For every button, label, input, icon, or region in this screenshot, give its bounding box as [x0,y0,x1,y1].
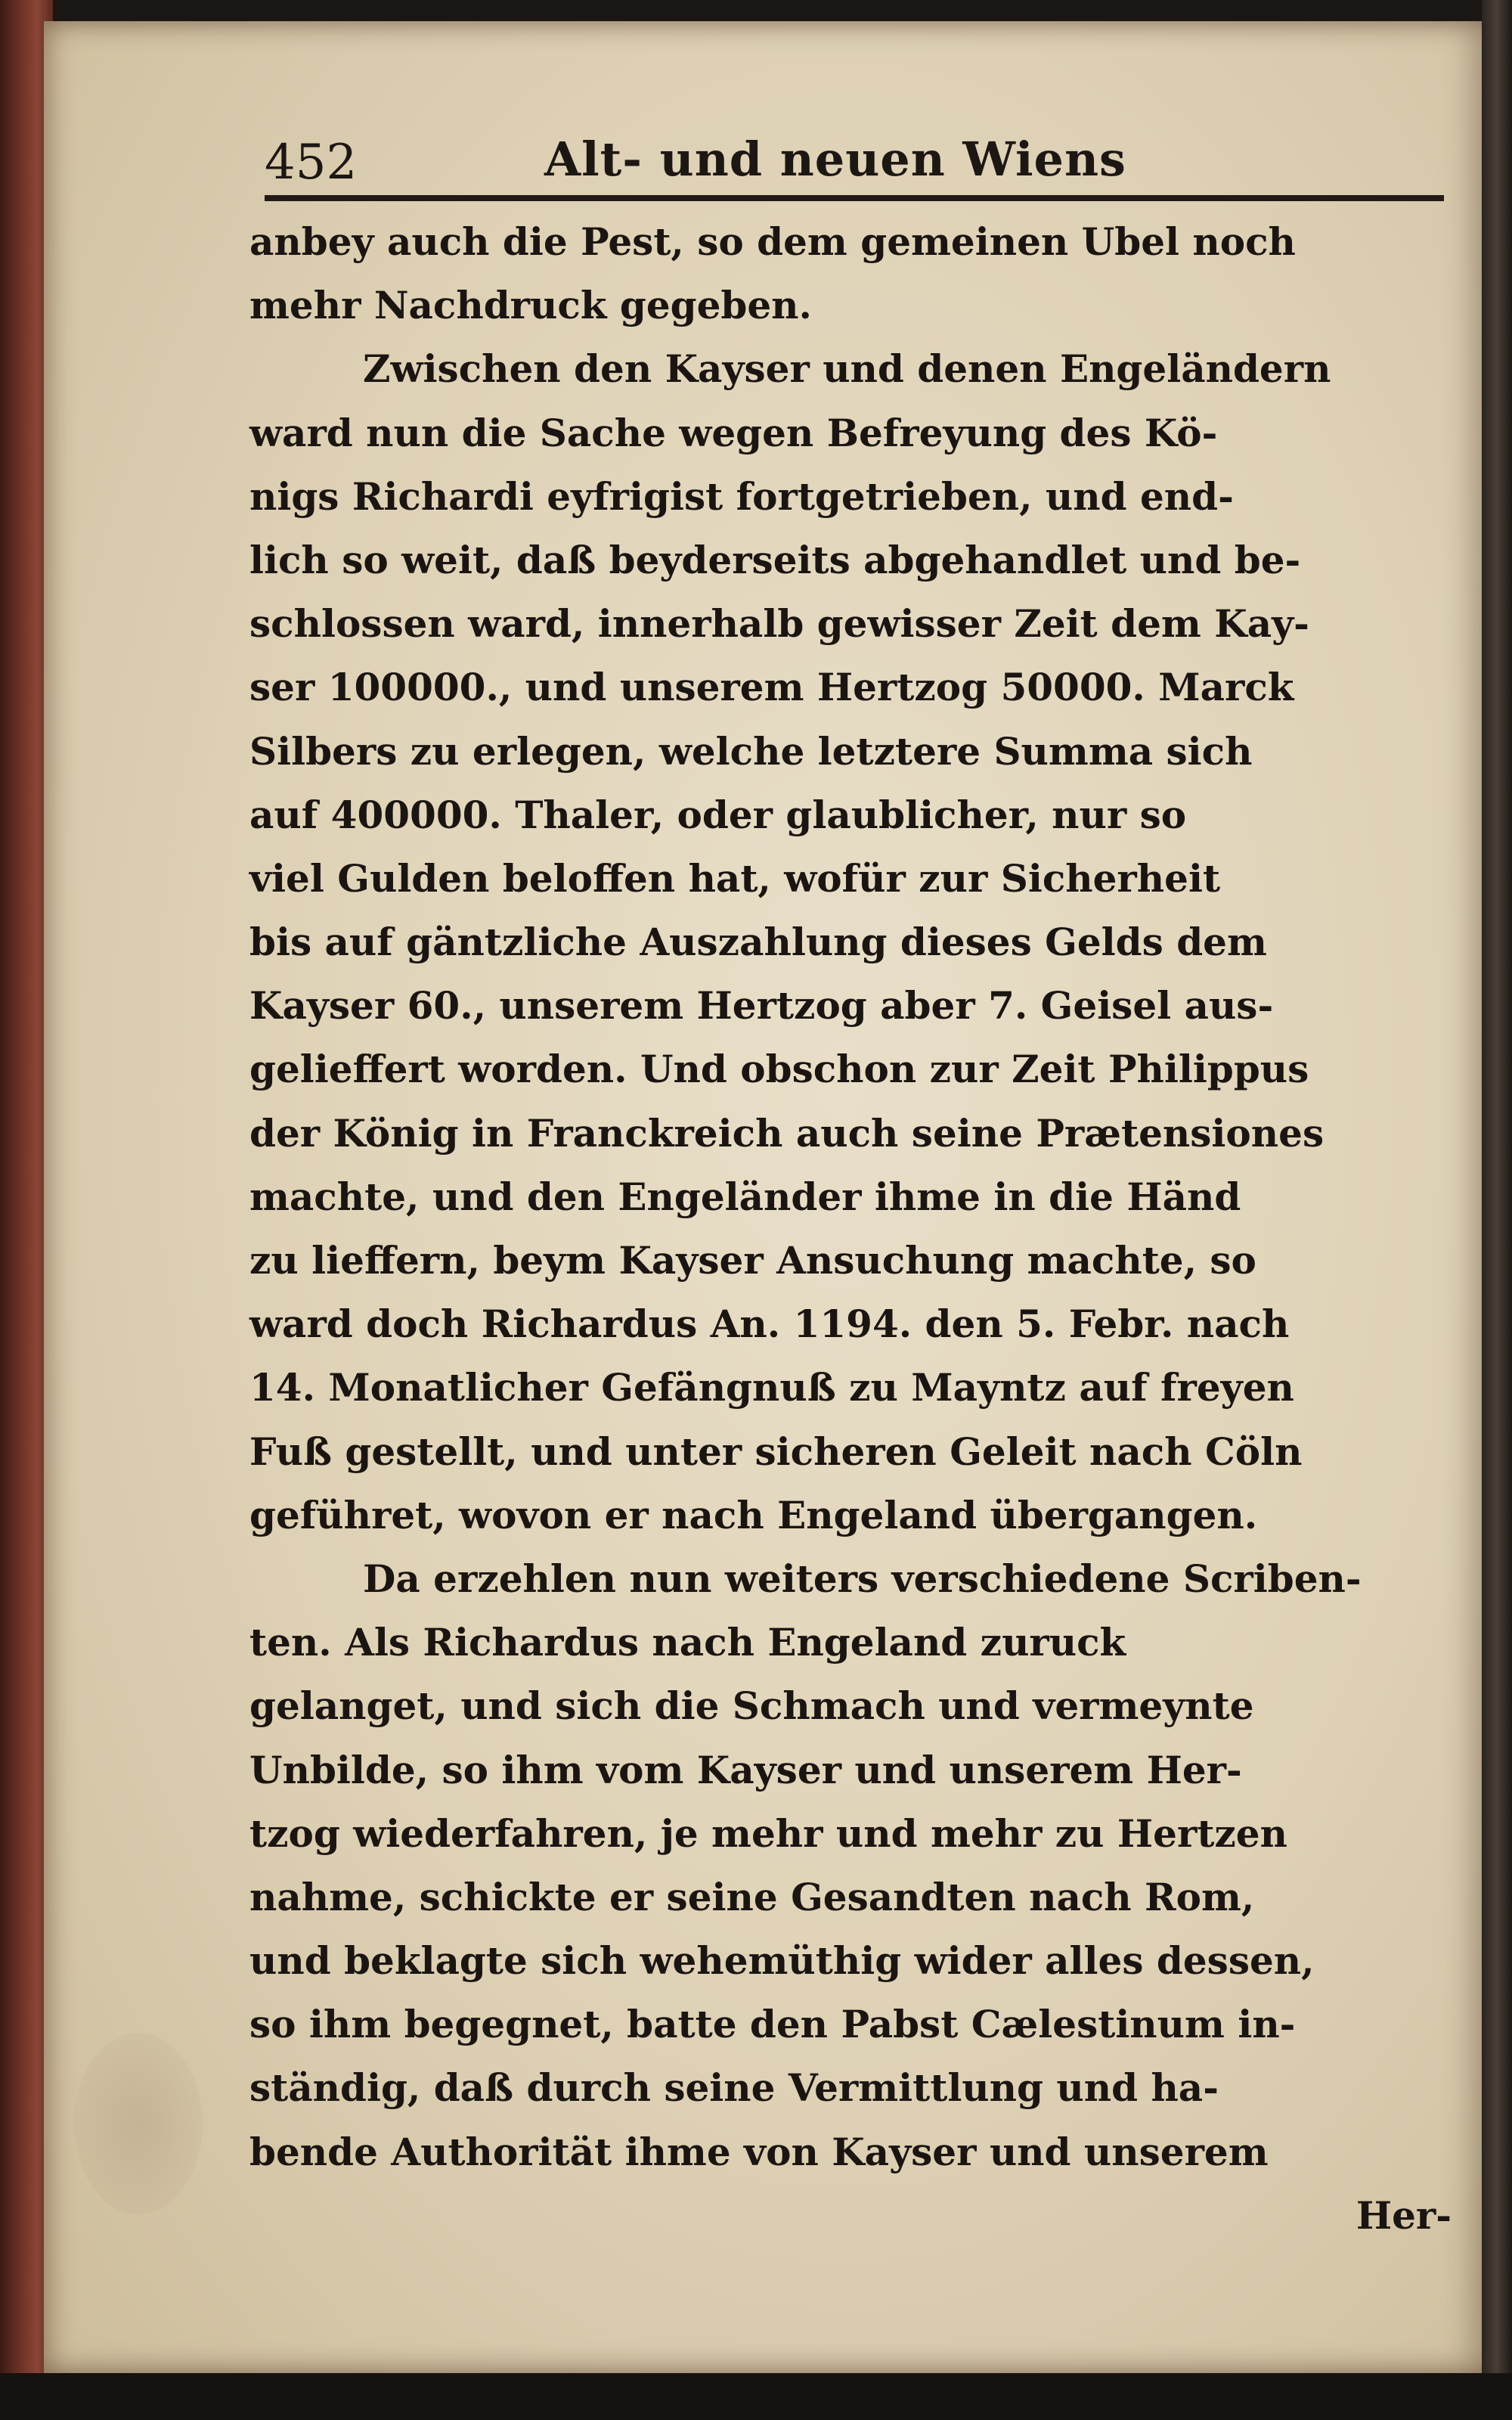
text-line: nigs Richardi eyfrigist fortgetrieben, und end- [249,473,1234,519]
text-line: tzog wiederfahren, je mehr und mehr zu Hertzen [249,1810,1287,1856]
background-bottom [0,2373,1512,2420]
text-line: schlossen ward, innerhalb gewisser Zeit dem Kay- [249,601,1309,647]
text-line: mehr Nachdruck gegeben. [249,283,812,328]
text-line: nahme, schickte er seine Gesandten nach Rom, [249,1874,1255,1919]
paragraph-start-line: Da erzehlen nun weiters verschiedene Scriben- [363,1556,1362,1601]
text-line: anbey auch die Pest, so dem gemeinen Ubel noch [249,219,1296,264]
text-line: geführet, wovon er nach Engeland übergangen. [249,1492,1258,1537]
book-fore-edge [1482,0,1512,2420]
text-line: ständig, daß durch seine Vermittlung und ha- [249,2065,1219,2111]
text-line: viel Gulden beloffen hat, wofür zur Sicherheit [249,855,1221,901]
text-line: Unbilde, so ihm vom Kayser und unserem Her- [249,1747,1242,1792]
text-line: bis auf gäntzliche Auszahlung dieses Gelds dem [249,920,1267,965]
running-title: Alt- und neuen Wiens [544,132,1126,187]
page-stain [74,2033,203,2214]
text-line: Fuß gestellt, und unter sicheren Geleit nach Cöln [249,1429,1303,1474]
text-line: ward nun die Sache wegen Befreyung des Kö- [249,410,1218,455]
text-line: ten. Als Richardus nach Engeland zuruck [249,1620,1126,1665]
header-rule [265,195,1444,201]
page-header [265,121,1444,204]
text-line: bende Authorität ihme von Kayser und unserem [249,2129,1269,2174]
text-line: auf 400000. Thaler, oder glaublicher, nur so [249,792,1187,837]
text-line: lich so weit, daß beyderseits abgehandlet und be- [249,537,1301,582]
body-text [249,210,1452,2248]
text-line: ward doch Richardus An. 1194. den 5. Febr. nach [249,1302,1290,1347]
page-number: 452 [265,135,358,191]
catchword: Her- [1356,2192,1452,2238]
text-line: so ihm begegnet, batte den Pabst Cælestinum in- [249,2002,1296,2047]
paragraph-start-line: Zwischen den Kayser und denen Engeländern [363,346,1331,392]
text-line: der König in Franckreich auch seine Prætensiones [249,1110,1325,1156]
text-line: gelieffert worden. Und obschon zur Zeit Philippus [249,1047,1309,1092]
text-line: zu lieffern, beym Kayser Ansuchung machte, so [249,1238,1256,1283]
text-line: gelanget, und sich die Schmach und vermeynte [249,1683,1254,1729]
text-line: 14. Monatlicher Gefängnuß zu Mayntz auf freyen [249,1365,1294,1410]
text-line: machte, und den Engeländer ihme in die Händ [249,1174,1241,1219]
text-line: Silbers zu erlegen, welche letztere Summa sich [249,728,1253,774]
text-line: ser 100000., und unserem Hertzog 50000. Marck [249,665,1294,710]
text-line: Kayser 60., unserem Hertzog aber 7. Geisel aus- [249,983,1274,1028]
text-line: und beklagte sich wehemüthig wider alles dessen, [249,1938,1315,1984]
